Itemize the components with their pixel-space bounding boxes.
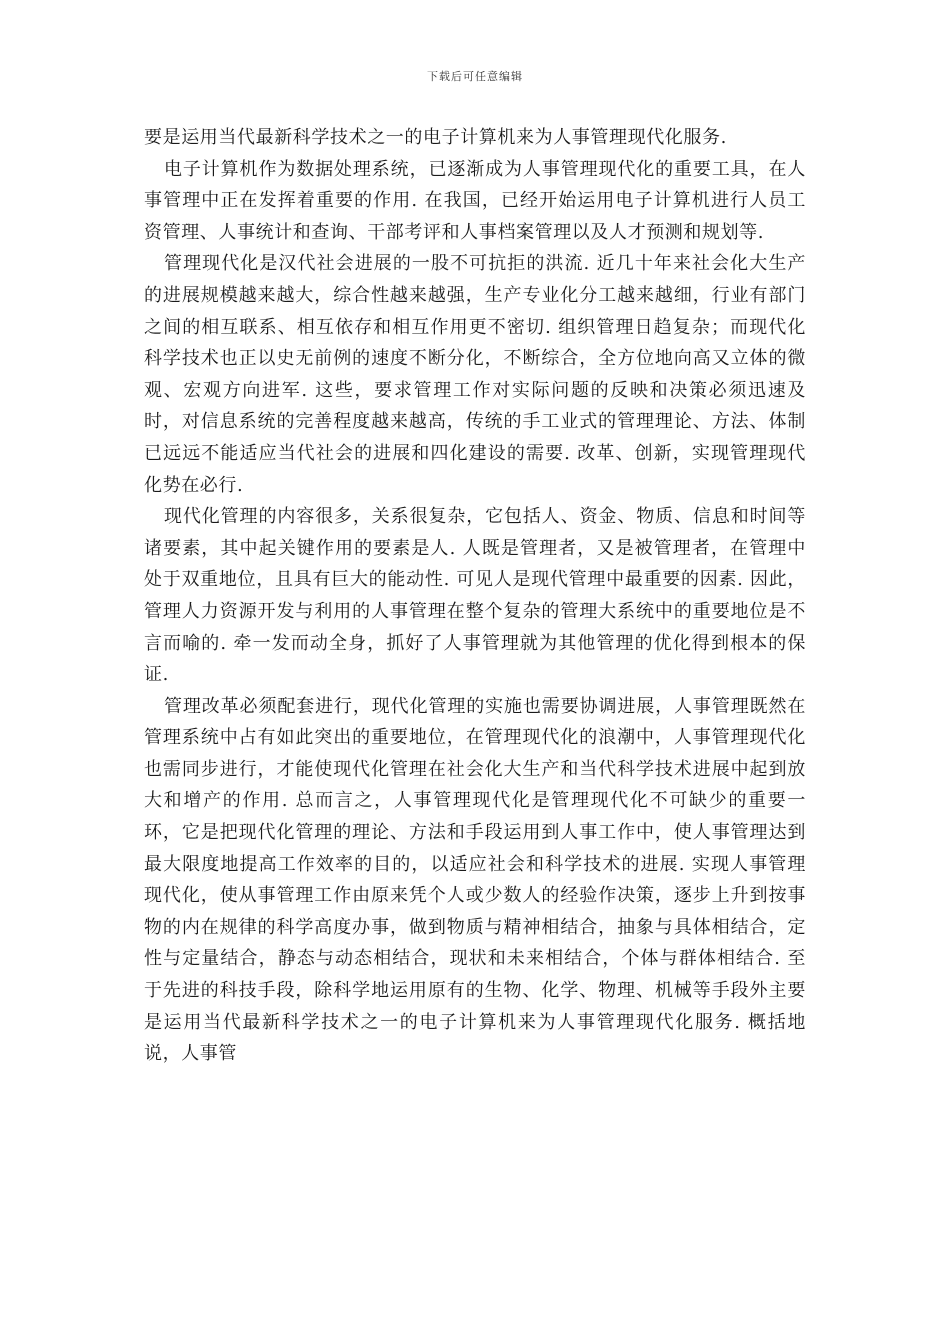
paragraph-3: 管理现代化是汉代社会进展的一股不可抗拒的洪流. 近几十年来社会化大生产的进展规模越来越大，综合性越来越强，生产专业化分工越来越细，行业有部门之间的相互联系、相互依存和相互作用更不密切. 组织管理日趋复杂；而现代化科学技术也正以史无前例的速度不断分化，不断综合，全方位地向高又立体的微观、宏观方向进军. 这些，要求管理工作对实际问题的反映和决策必须迅速及时，对信息系统的完善程度越来越高，传统的手工业式的管理理论、方法、体制已远远不能适应当代社会的进展和四化建设的需要. 改革、创新，实现管理现代化势在必行. xyxy=(144,253,806,496)
paragraph-1: 要是运用当代最新科学技术之一的电子计算机来为人事管理现代化服务. xyxy=(144,127,727,148)
document-body xyxy=(144,122,806,1070)
paragraph-5: 管理改革必须配套进行，现代化管理的实施也需要协调进展，人事管理既然在管理系统中占有如此突出的重要地位，在管理现代化的浪潮中，人事管理现代化也需同步进行，才能使现代化管理在社会化大生产和当代科学技术进展中起到放大和增产的作用. 总而言之，人事管理现代化是管理现代化不可缺少的重要一环，它是把现代化管理的理论、方法和手段运用到人事工作中，使人事管理达到最大限度地提高工作效率的目的，以适应社会和科学技术的进展. 实现人事管理现代化，使从事管理工作由原来凭个人或少数人的经验作决策，逐步上升到按事物的内在规律的科学高度办事，做到物质与精神相结合，抽象与具体相结合，定性与定量结合，静态与动态相结合，现状和未来相结合，个体与群体相结合. 至于先进的科技手段，除科学地运用原有的生物、化学、物理、机械等手段外主要是运用当代最新科学技术之一的电子计算机来为人事管理现代化服务. 概括地说，人事管 xyxy=(144,695,806,1065)
page-header: 下载后可任意编辑 xyxy=(427,70,523,83)
paragraph-4: 现代化管理的内容很多，关系很复杂，它包括人、资金、物质、信息和时间等诸要素，其中起关键作用的要素是人. 人既是管理者，又是被管理者，在管理中处于双重地位，且具有巨大的能动性. 可见人是现代管理中最重要的因素. 因此，管理人力资源开发与利用的人事管理在整个复杂的管理大系统中的重要地位是不言而喻的. 牵一发而动全身，抓好了人事管理就为其他管理的优化得到根本的保证. xyxy=(144,506,806,686)
paragraph-2: 电子计算机作为数据处理系统，已逐渐成为人事管理现代化的重要工具，在人事管理中正在发挥着重要的作用. 在我国，已经开始运用电子计算机进行人员工资管理、人事统计和查询、干部考评和人事档案管理以及人才预测和规划等. xyxy=(144,158,806,243)
